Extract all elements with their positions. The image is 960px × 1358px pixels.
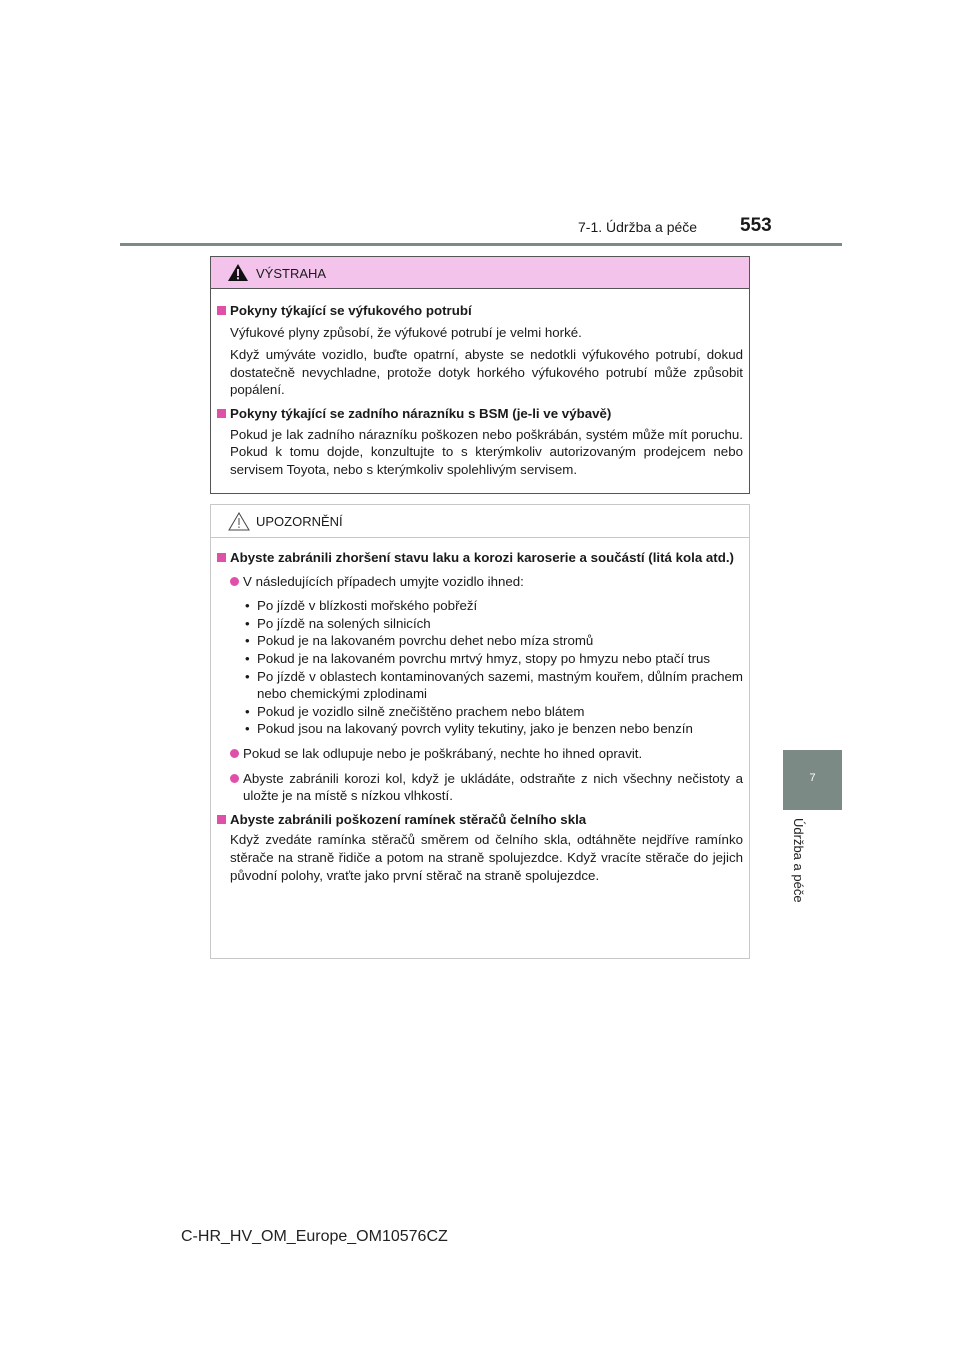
warning-title: VÝSTRAHA bbox=[256, 266, 327, 281]
list-item: • Pokud je na lakovaném povrchu dehet nebo míza stromů bbox=[245, 633, 594, 649]
section-title: 7-1. Údržba a péče bbox=[578, 219, 698, 235]
caution-triangle-icon bbox=[228, 512, 250, 536]
warning-paragraph: Výfukové plyny způsobí, že výfukové potrubí je velmi horké. bbox=[230, 324, 582, 340]
notice-header bbox=[211, 505, 749, 538]
warning-heading-bsm: Pokyny týkající se zadního nárazníku s BSM (je-li ve výbavě) bbox=[217, 405, 743, 423]
round-bullet-icon bbox=[230, 749, 239, 758]
notice-heading-wipers: Abyste zabránili poškození ramínek stěračů čelního skla bbox=[217, 811, 743, 829]
notice-paragraph: Když zvedáte ramínka stěračů směrem od čelního skla, odtáhněte nejdříve ramínko stěrače na straně řidiče a potom na straně spolujezdce. Když vracíte stěrače do jejich původní polohy, vraťte jako první stěrač na straně spolujezdce. bbox=[230, 832, 743, 883]
notice-box bbox=[210, 504, 750, 959]
chapter-tab bbox=[783, 750, 842, 810]
square-bullet-icon bbox=[217, 409, 226, 418]
list-item: • Po jízdě v blízkosti mořského pobřeží bbox=[245, 598, 478, 614]
warning-paragraph: Pokud je lak zadního nárazníku poškozen nebo poškrábán, systém může mít poruchu. Pokud k tomu dojde, konzultujte to s kterýmkoliv autorizovaným prodejcem nebo servisem Toyota, nebo s kterýmkoliv spolehlivým servisem. bbox=[230, 426, 743, 477]
list-item: Abyste zabránili korozi kol, když je ukládáte, odstraňte z nich všechny nečistoty a uložte je na místě s nízkou vlhkostí. bbox=[217, 770, 743, 805]
warning-heading-exhaust: Pokyny týkající se výfukového potrubí bbox=[217, 302, 743, 320]
square-bullet-icon bbox=[217, 815, 226, 824]
document-code: C-HR_HV_OM_Europe_OM10576CZ bbox=[181, 1228, 448, 1245]
bullet-list bbox=[217, 597, 743, 738]
list-item: • Pokud je vozidlo silně znečištěno prachem nebo blátem bbox=[245, 703, 585, 719]
list-item: • Pokud je na lakovaném povrchu mrtvý hmyz, stopy po hmyzu nebo ptačí trus bbox=[245, 650, 711, 666]
list-item: • Pokud jsou na lakovaný povrch vylity tekutiny, jako je benzen nebo benzín bbox=[245, 721, 693, 737]
chapter-number: 7 bbox=[809, 772, 816, 784]
list-item: Pokud se lak odlupuje nebo je poškrábaný, nechte ho ihned opravit. bbox=[217, 745, 743, 763]
warning-paragraph: Když umýváte vozidlo, buďte opatrní, abyste se nedotkli výfukového potrubí, dokud dostatečně nevychladne, protože dotyk horkého výfukového potrubí může způsobit popálení. bbox=[230, 347, 743, 398]
notice-heading-corrosion: Abyste zabránili zhoršení stavu laku a korozi karoserie a součástí (litá kola atd.) bbox=[217, 549, 743, 567]
warning-header bbox=[211, 257, 749, 289]
list-item: V následujících případech umyjte vozidlo ihned: bbox=[217, 573, 743, 591]
round-bullet-icon bbox=[230, 774, 239, 783]
header-divider bbox=[120, 243, 842, 246]
page-number: 553 bbox=[740, 215, 772, 236]
warning-box bbox=[210, 256, 750, 494]
square-bullet-icon bbox=[217, 553, 226, 562]
round-bullet-icon bbox=[230, 577, 239, 586]
square-bullet-icon bbox=[217, 306, 226, 315]
list-item: • Po jízdě na solených silnicích bbox=[245, 615, 431, 631]
chapter-label: Údržba a péče bbox=[791, 818, 806, 903]
list-item: • Po jízdě v oblastech kontaminovaných sazemi, mastným kouřem, důlním prachem nebo chemickými zplodinami bbox=[245, 668, 743, 702]
notice-title: UPOZORNĚNÍ bbox=[256, 514, 343, 529]
warning-triangle-icon bbox=[228, 264, 248, 286]
